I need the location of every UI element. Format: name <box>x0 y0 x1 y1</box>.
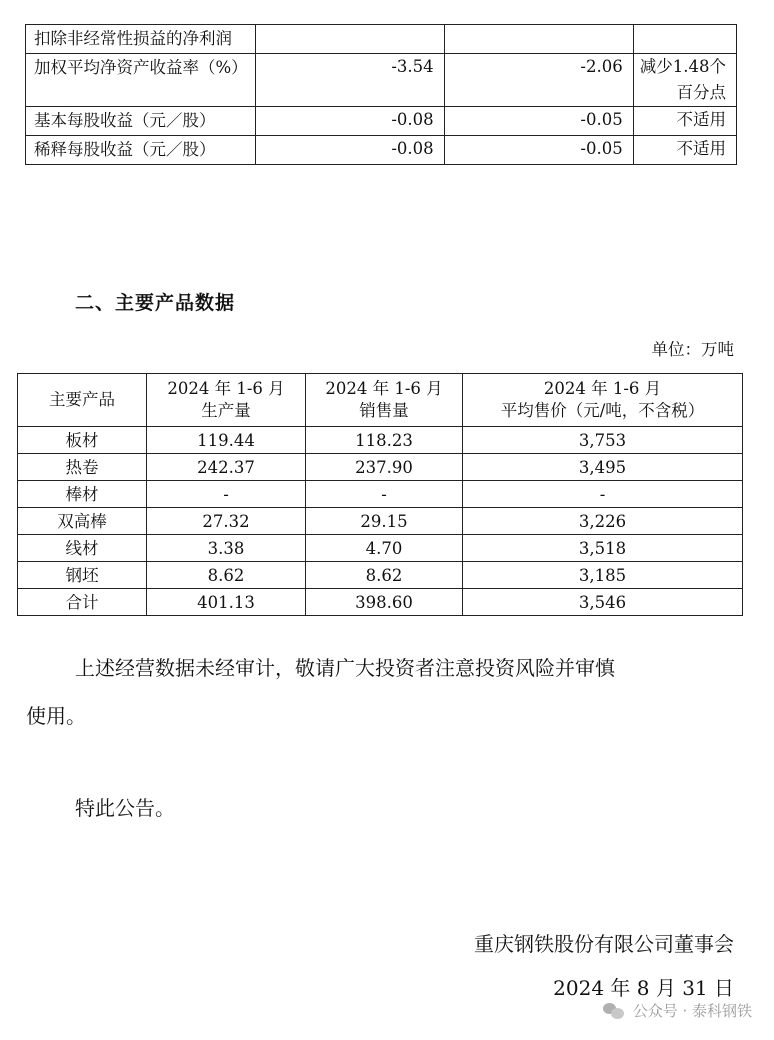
sales-value: 237.90 <box>306 454 463 481</box>
product-name: 板材 <box>18 427 147 454</box>
price-value: 3,518 <box>463 535 743 562</box>
watermark-text: 公众号 · 泰科钢铁 <box>632 1002 752 1020</box>
table-row <box>18 508 743 535</box>
header-price <box>463 374 743 427</box>
sales-value: 8.62 <box>306 562 463 589</box>
header-text: 2024 年 1-6 月 <box>167 379 285 398</box>
sales-value: 29.15 <box>306 508 463 535</box>
table-row <box>18 562 743 589</box>
previous-value: -0.05 <box>444 136 633 165</box>
price-value: 3,226 <box>463 508 743 535</box>
row-label: 扣除非经常性损益的净利润 <box>26 25 256 54</box>
row-label: 稀释每股收益（元／股） <box>26 136 256 165</box>
row-label: 基本每股收益（元／股） <box>26 107 256 136</box>
row-label: 加权平均净资产收益率（%） <box>26 54 256 107</box>
table-row-total <box>18 589 743 616</box>
previous-value <box>444 25 633 54</box>
sales-value: 398.60 <box>306 589 463 616</box>
header-text: 主要产品 <box>49 390 115 409</box>
table-row <box>18 427 743 454</box>
production-value: 242.37 <box>147 454 306 481</box>
signature-date: 2024 年 8 月 31 日 <box>553 976 734 1000</box>
price-value: 3,546 <box>463 589 743 616</box>
previous-value: -2.06 <box>444 54 633 107</box>
production-value: - <box>147 481 306 508</box>
product-data-table <box>17 373 743 616</box>
previous-value: -0.05 <box>444 107 633 136</box>
header-text: 2024 年 1-6 月 <box>543 379 662 398</box>
header-product <box>18 374 147 427</box>
table-row <box>26 136 737 165</box>
product-name: 钢坯 <box>18 562 147 589</box>
change-value: 不适用 <box>633 107 736 136</box>
product-name: 合计 <box>18 589 147 616</box>
table-row <box>18 535 743 562</box>
table-row <box>18 481 743 508</box>
current-value: -0.08 <box>255 136 444 165</box>
watermark <box>603 1000 752 1021</box>
production-value: 8.62 <box>147 562 306 589</box>
product-name: 线材 <box>18 535 147 562</box>
current-value <box>255 25 444 54</box>
financial-indicators-table <box>25 24 737 165</box>
table-row <box>18 454 743 481</box>
table-header-row <box>18 374 743 427</box>
price-value: 3,185 <box>463 562 743 589</box>
production-value: 119.44 <box>147 427 306 454</box>
price-value: 3,753 <box>463 427 743 454</box>
table-row <box>26 25 737 54</box>
product-name: 双高棒 <box>18 508 147 535</box>
production-value: 401.13 <box>147 589 306 616</box>
section-title: 二、主要产品数据 <box>75 292 236 314</box>
disclaimer-paragraph: 上述经营数据未经审计，敬请广大投资者注意投资风险并审慎 <box>75 656 615 680</box>
header-sales <box>306 374 463 427</box>
sales-value: 118.23 <box>306 427 463 454</box>
header-text: 生产量 <box>201 401 251 420</box>
production-value: 27.32 <box>147 508 306 535</box>
sales-value: - <box>306 481 463 508</box>
change-value: 减少1.48个百分点 <box>633 54 736 107</box>
header-text: 销售量 <box>359 401 409 420</box>
current-value: -3.54 <box>255 54 444 107</box>
announcement-text: 特此公告。 <box>75 796 175 820</box>
current-value: -0.08 <box>255 107 444 136</box>
price-value: 3,495 <box>463 454 743 481</box>
change-value: 不适用 <box>633 136 736 165</box>
table-row <box>26 54 737 107</box>
disclaimer-paragraph-continued: 使用。 <box>26 704 86 728</box>
production-value: 3.38 <box>147 535 306 562</box>
product-name: 棒材 <box>18 481 147 508</box>
sales-value: 4.70 <box>306 535 463 562</box>
table-row <box>26 107 737 136</box>
price-value: - <box>463 481 743 508</box>
wechat-icon <box>603 1002 625 1020</box>
signature-company: 重庆钢铁股份有限公司董事会 <box>474 932 734 956</box>
header-production <box>147 374 306 427</box>
unit-label: 单位：万吨 <box>651 340 734 359</box>
change-value <box>633 25 736 54</box>
header-text: 平均售价（元/吨，不含税） <box>500 401 705 420</box>
product-name: 热卷 <box>18 454 147 481</box>
header-text: 2024 年 1-6 月 <box>325 379 443 398</box>
